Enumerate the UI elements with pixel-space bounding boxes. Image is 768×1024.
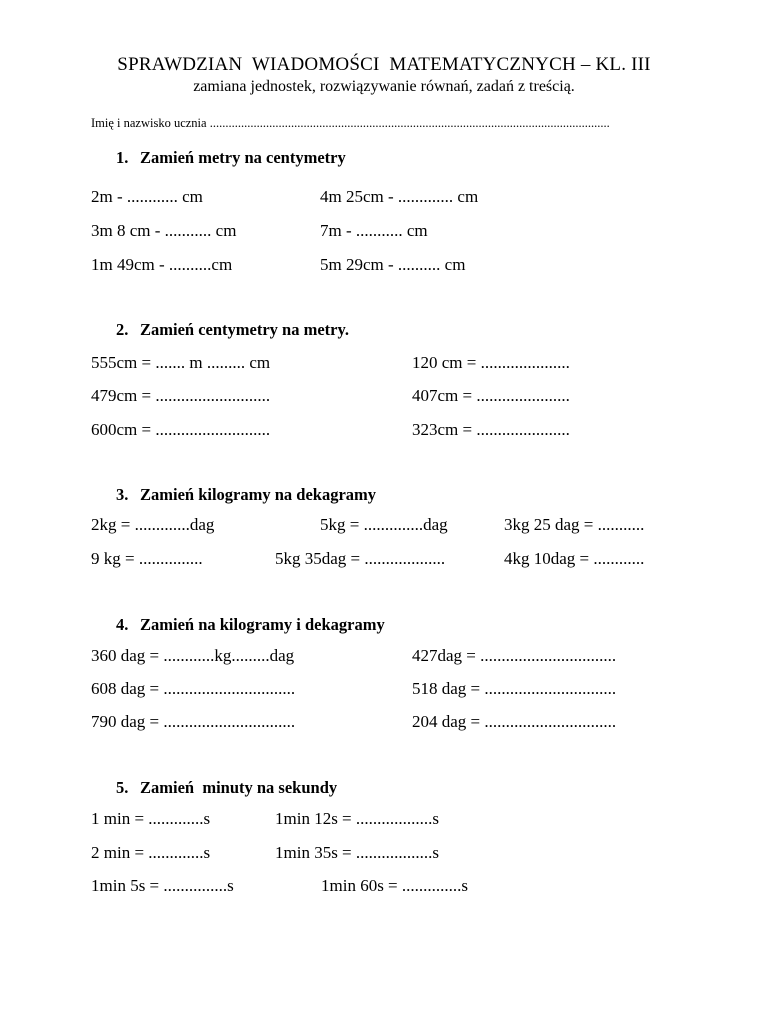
exercise-item: 1min 5s = ...............s [91, 876, 234, 895]
section-3-heading [116, 485, 376, 505]
exercise-item: 3kg 25 dag = ........... [504, 515, 645, 534]
section-number: 2. [116, 320, 129, 339]
exercise-item: 7m - ........... cm [320, 221, 428, 240]
exercise-item: 1min 12s = ..................s [275, 809, 440, 828]
exercise-item: 1 min = .............s [91, 809, 211, 828]
exercise-item: 360 dag = ............kg.........dag [91, 646, 295, 665]
section-1-heading [116, 148, 346, 168]
exercise-item: 4kg 10dag = ............ [504, 549, 645, 568]
page-subtitle: zamiana jednostek, rozwiązywanie równań, zadań z treścią. [193, 78, 575, 95]
exercise-item: 1m 49cm - ..........cm [91, 255, 233, 274]
exercise-item: 518 dag = ............................... [412, 679, 617, 698]
page-title: SPRAWDZIAN WIADOMOŚCI MATEMATYCZNYCH – KL. III [117, 54, 651, 75]
exercise-item: 1min 60s = ..............s [321, 876, 469, 895]
exercise-item: 120 cm = ..................... [412, 353, 570, 372]
exercise-item: 479cm = ........................... [91, 386, 271, 405]
exercise-item: 204 dag = ............................... [412, 712, 617, 731]
exercise-item: 2m - ............ cm [91, 187, 203, 206]
section-number: 1. [116, 148, 129, 167]
section-number: 3. [116, 485, 129, 504]
exercise-item: 323cm = ...................... [412, 420, 570, 439]
section-title: Zamień minuty na sekundy [140, 778, 338, 797]
exercise-item: 1min 35s = ..................s [275, 843, 440, 862]
exercise-item: 9 kg = ............... [91, 549, 203, 568]
student-name-line: Imię i nazwisko ucznia ................................................................................................................................ [91, 116, 610, 130]
exercise-item: 600cm = ........................... [91, 420, 271, 439]
exercise-item: 608 dag = ............................... [91, 679, 296, 698]
section-2-heading [116, 320, 349, 340]
exercise-item: 3m 8 cm - ........... cm [91, 221, 237, 240]
exercise-item: 4m 25cm - ............. cm [320, 187, 479, 206]
section-title: Zamień kilogramy na dekagramy [140, 485, 377, 504]
section-5-heading [116, 778, 337, 798]
section-number: 5. [116, 778, 129, 797]
section-title: Zamień metry na centymetry [140, 148, 346, 167]
exercise-item: 5kg 35dag = ................... [275, 549, 446, 568]
exercise-item: 5m 29cm - .......... cm [320, 255, 466, 274]
section-title: Zamień na kilogramy i dekagramy [140, 615, 385, 634]
exercise-item: 2kg = .............dag [91, 515, 215, 534]
exercise-item: 5kg = ..............dag [320, 515, 448, 534]
exercise-item: 427dag = ................................ [412, 646, 617, 665]
section-number: 4. [116, 615, 129, 634]
exercise-item: 555cm = ....... m ......... cm [91, 353, 271, 372]
exercise-item: 2 min = .............s [91, 843, 211, 862]
exercise-item: 407cm = ...................... [412, 386, 570, 405]
exercise-item: 790 dag = ............................... [91, 712, 296, 731]
section-4-heading [116, 615, 385, 635]
section-title: Zamień centymetry na metry. [140, 320, 349, 339]
